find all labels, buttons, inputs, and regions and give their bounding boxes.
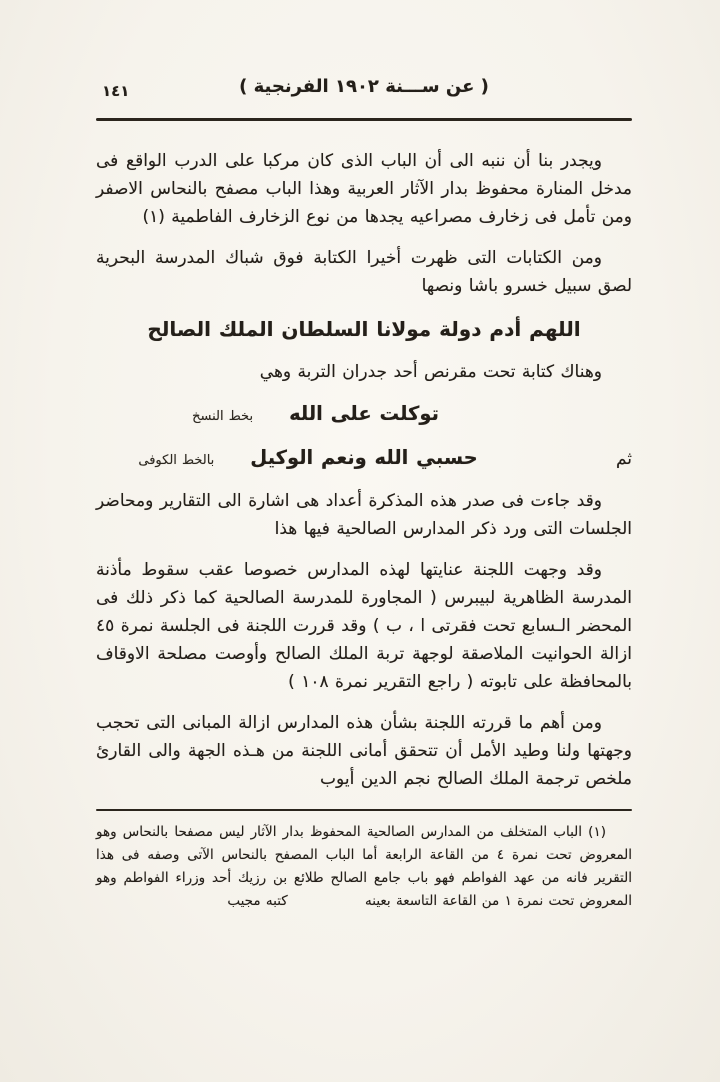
footnote-section (96, 809, 632, 913)
inscription-text-naskh: توكلت على الله (289, 402, 439, 425)
header-title: ( عن ســـنة ١٩٠٢ الفرنجية ) (239, 76, 489, 97)
inscription-row-kufic (96, 443, 632, 475)
page-number: ١٤١ (102, 82, 130, 100)
paragraph-committee: وقد وجهت اللجنة عنايتها لهذه المدارس خصوصا عقب سقوط مأذنة المدرسة الظاهرية لبيبرس ( المجاورة للمدرسة الصالحية كما ذكر ذلك فى المحضر الـسابع تحت فقرتى ا ، ب ) وقد قررت اللجنة فى الجلسة نمرة ٤٥ ازالة الحوانيت الملاصقة لوجهة تربة الملك الصالح وأوصت مصلحة الاوقاف بالمحافظة على تابوته ( راجع التقرير نمرة ١٠٨ ) (96, 560, 632, 692)
inscription-lead-thumma: ثم (615, 449, 632, 469)
page-body (96, 147, 632, 793)
footnote-rule (96, 809, 632, 811)
page-header (96, 76, 632, 110)
inscription-dua: اللهم أدم دولة مولانا السلطان الملك الصالح (147, 317, 581, 341)
paragraph-inscriptions-intro: ومن الكتابات التى ظهرت أخيرا الكتابة فوق شباك المدرسة البحرية لصق سبيل خسرو باشا ونصها (96, 248, 632, 296)
header-rule (96, 118, 632, 121)
paragraph-turba: وهناك كتابة تحت مقرنص أحد جدران التربة وهي (259, 362, 602, 382)
paragraph-conclusion: ومن أهم ما قررته اللجنة بشأن هذه المدارس ازالة المبانى التى تحجب وجهتها ولنا وطيد الأمل أن تتحقق أمانى اللجنة من هـذه الجهة والى القارئ ملخص ترجمة الملك الصالح نجم الدين أيوب (96, 713, 632, 789)
script-note-naskh: بخط النسخ (192, 409, 254, 424)
footnote-text (96, 821, 632, 913)
inscription-text-kufic: حسبي الله ونعم الوكيل (250, 446, 478, 469)
footnote-signature: كتبه مجيب (227, 893, 288, 909)
inscription-row-naskh (96, 399, 632, 431)
footnote-body: (١) الباب المتخلف من المدارس الصالحية المحفوظ بدار الآثار ليس مصفحا بالنحاس وهو المعروض تحت نمرة ٤ من القاعة الرابعة أما الباب المصفح بالنحاس الآتى وصفه فى هذا التقرير فانه من عهد الفواطم فهو باب جامع الصالح طلائع بن رزيك أحد وزراء الفواطم وهو المعروض تحت نمرة ١ من القاعة التاسعة بعينه (96, 824, 632, 909)
script-note-kufic: بالخط الكوفى (138, 453, 215, 468)
paragraph-door: ويجدر بنا أن ننبه الى أن الباب الذى كان مركبا على الدرب الواقع فى مدخل المنارة محفوظ بدار الآثار العربية وهذا الباب مصفح بالنحاس الاصفر ومن تأمل فى زخارف مصراعيه يجدها من نوع الزخارف الفاطمية (١) (96, 151, 632, 227)
paragraph-memo: وقد جاءت فى صدر هذه المذكرة أعداد هى اشارة الى التقارير ومحاضر الجلسات التى ورد ذكر المدارس الصالحية فيها هذا (96, 491, 632, 539)
